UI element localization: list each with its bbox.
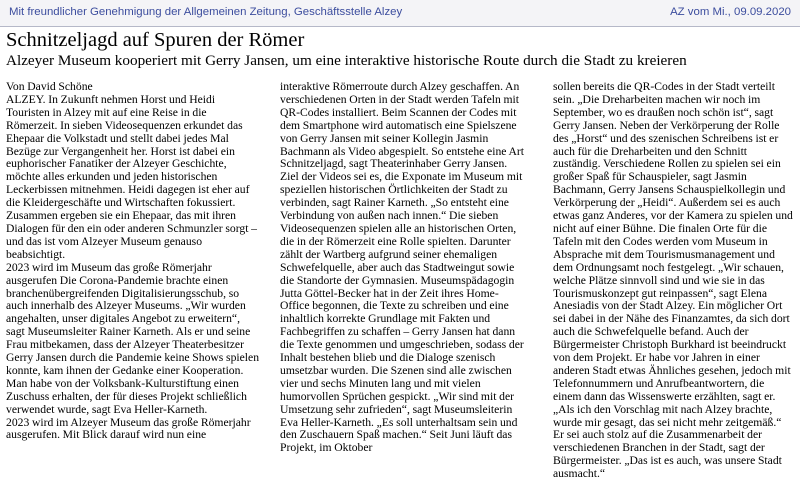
article-subheadline: Alzeyer Museum kooperiert mit Gerry Jansen, um eine interaktive historische Route durch die Stadt zu kreieren xyxy=(6,52,687,69)
source-bar xyxy=(0,0,800,27)
article-headline: Schnitzeljagd auf Spuren der Römer xyxy=(6,29,305,51)
article-column-2 xyxy=(280,80,528,455)
article-column-1 xyxy=(6,81,260,447)
paragraph: ALZEY. In Zukunft nehmen Horst und Heidi Touristen in Alzey mit auf eine Reise in die Römerzeit. In sieben Videosequenzen erkundet das Ehepaar die Volkstadt und stellt dabei jedes Mal Bezüge zur Vergangenheit her. Horst ist dabei ein euphorischer Fanatiker der Alzeyer Geschichte, möchte alles erkunden und jeden historischen Leckerbissen mitnehmen. Heidi dagegen ist eher auf die Kleidergeschäfte und Wirtschaften fokussiert. Zusammen ergeben sie ein Ehepaar, das mit ihren Dialogen für den ein oder anderen Schmunzler sorgt – und das ist vom Alzeyer Museum genauso beabsichtigt. xyxy=(6,92,257,261)
paragraph: 2023 wird im Museum das große Römerjahr ausgerufen Die Corona-Pandemie brachte einen branchenübergreifenden Digitalisierungsschub, so auch innerhalb des Alzeyer Museums. „Wir wurden angehalten, unser digitales Angebot zu erweitern“, sagt Museumsleiter Rainer Karneth. Als er und seine Frau mitbekamen, dass der Alzeyer Theaterbesitzer Gerry Jansen durch die Pandemie keine Shows spielen konnte, kam ihnen der Gedanke einer Kooperation. Man habe von der Volksbank-Kulturstiftung einen Zuschuss erhalten, der für dieses Projekt schließlich verwendet wurde, sagt Eva Heller-Karneth. xyxy=(6,260,260,416)
source-date: AZ vom Mi., 09.09.2020 xyxy=(670,6,791,18)
paragraph: 2023 wird im Alzeyer Museum das große Römerjahr ausgerufen. Mit Blick darauf wird nun eine xyxy=(6,415,251,442)
byline: Von David Schöne xyxy=(6,80,93,93)
paragraph: sollen bereits die QR-Codes in der Stadt verteilt sein. „Die Dreharbeiten machen wir noch im September, wo es draußen noch schön ist“, sagt Gerry Jansen. Neben der Verkörperung der Rolle des „Horst“ und des szenischen Schreibens ist er auch für die Dreharbeiten und den Schnitt zuständig. Verschiedene Rollen zu spielen sei ein großer Spaß für Schauspieler, sagt Jasmin Bachmann, Gerry Jansens Schauspielkollegin und Verkörperung der „Heidi“. Außerdem sei es auch etwas ganz Anderes, vor der Kamera zu spielen und nicht auf einer Bühne. Die finalen Orte für die Tafeln mit den Codes werden vom Museum in Absprache mit dem Tourismusmanagement und dem Ordnungsamt noch festgelegt. „Wir schauen, welche Plätze sinnvoll sind und wie sie in das Tourismuskonzept gut reinpassen“, sagt Elena Anesiadis von der Stadt Alzey. Ein möglicher Ort sei dabei in der Nähe des Finanzamtes, da sich dort auch die Schwefelquelle befand. Auch der Bürgermeister Christoph Burkhard ist beeindruckt von dem Projekt. Er habe vor Jahren in einer anderen Stadt etwas Ähnliches gesehen, jedoch mit Telefonnummern und Anrufbeantwortern, die einem dann das Wissenswerte erzählten, sagt er. „Als ich den Vorschlag mit nach Alzey brachte, wurde mir gesagt, das sei nicht mehr zeitgemäß.“ Er sei auch stolz auf die Zusammenarbeit der verschiedenen Branchen in der Stadt, sagt der Bürgermeister. „Das ist es auch, was unsere Stadt ausmacht.“ xyxy=(553,80,793,481)
permission-note: Mit freundlicher Genehmigung der Allgemeinen Zeitung, Geschäftsstelle Alzey xyxy=(9,6,403,18)
paragraph: interaktive Römerroute durch Alzey geschaffen. An verschiedenen Orten in der Stadt werden Tafeln mit QR-Codes installiert. Beim Scannen der Codes mit dem Smartphone wird automatisch eine Spielszene von Gerry Jansen mit seiner Kollegin Jasmin Bachmann als Video abgespielt. So entstehe eine Art Schnitzeljagd, sagt Theaterinhaber Gerry Jansen. Ziel der Videos sei es, die Exponate im Museum mit speziellen historischen Örtlichkeiten der Stadt zu verbinden, sagt Rainer Karneth. „So entsteht eine Verbindung von außen nach innen.“ Die sieben Videosequenzen spielen alle an historischen Orten, die in der Römerzeit eine Rolle spielten. Darunter zählt der Wartberg aufgrund seiner ehemaligen Schwefelquelle, aber auch das Stadtweingut sowie die Standorte der Gymnasien. Museumspädagogin Jutta Göttel-Becker hat in der Zeit ihres Home-Office begonnen, die Texte zu schreiben und eine inhaltlich korrekte Grundlage mit Fakten und Fachbegriffen zu schaffen – Gerry Jansen hat dann die Texte genommen und umgeschrieben, sodass der Inhalt bestehen blieb und die Dialoge szenisch umsetzbar wurden. Die Szenen sind alle zwischen vier und sechs Minuten lang und mit vielen humorvollen Sprüchen gespickt. „Wir sind mit der Umsetzung sehr zufrieden“, sagt Museumsleiterin Eva Heller-Karneth. „Es soll unterhaltsam sein und den Zuschauern Spaß machen.“ Seit Juni läuft das Projekt, im Oktober xyxy=(280,80,525,455)
article-column-3 xyxy=(553,80,794,481)
